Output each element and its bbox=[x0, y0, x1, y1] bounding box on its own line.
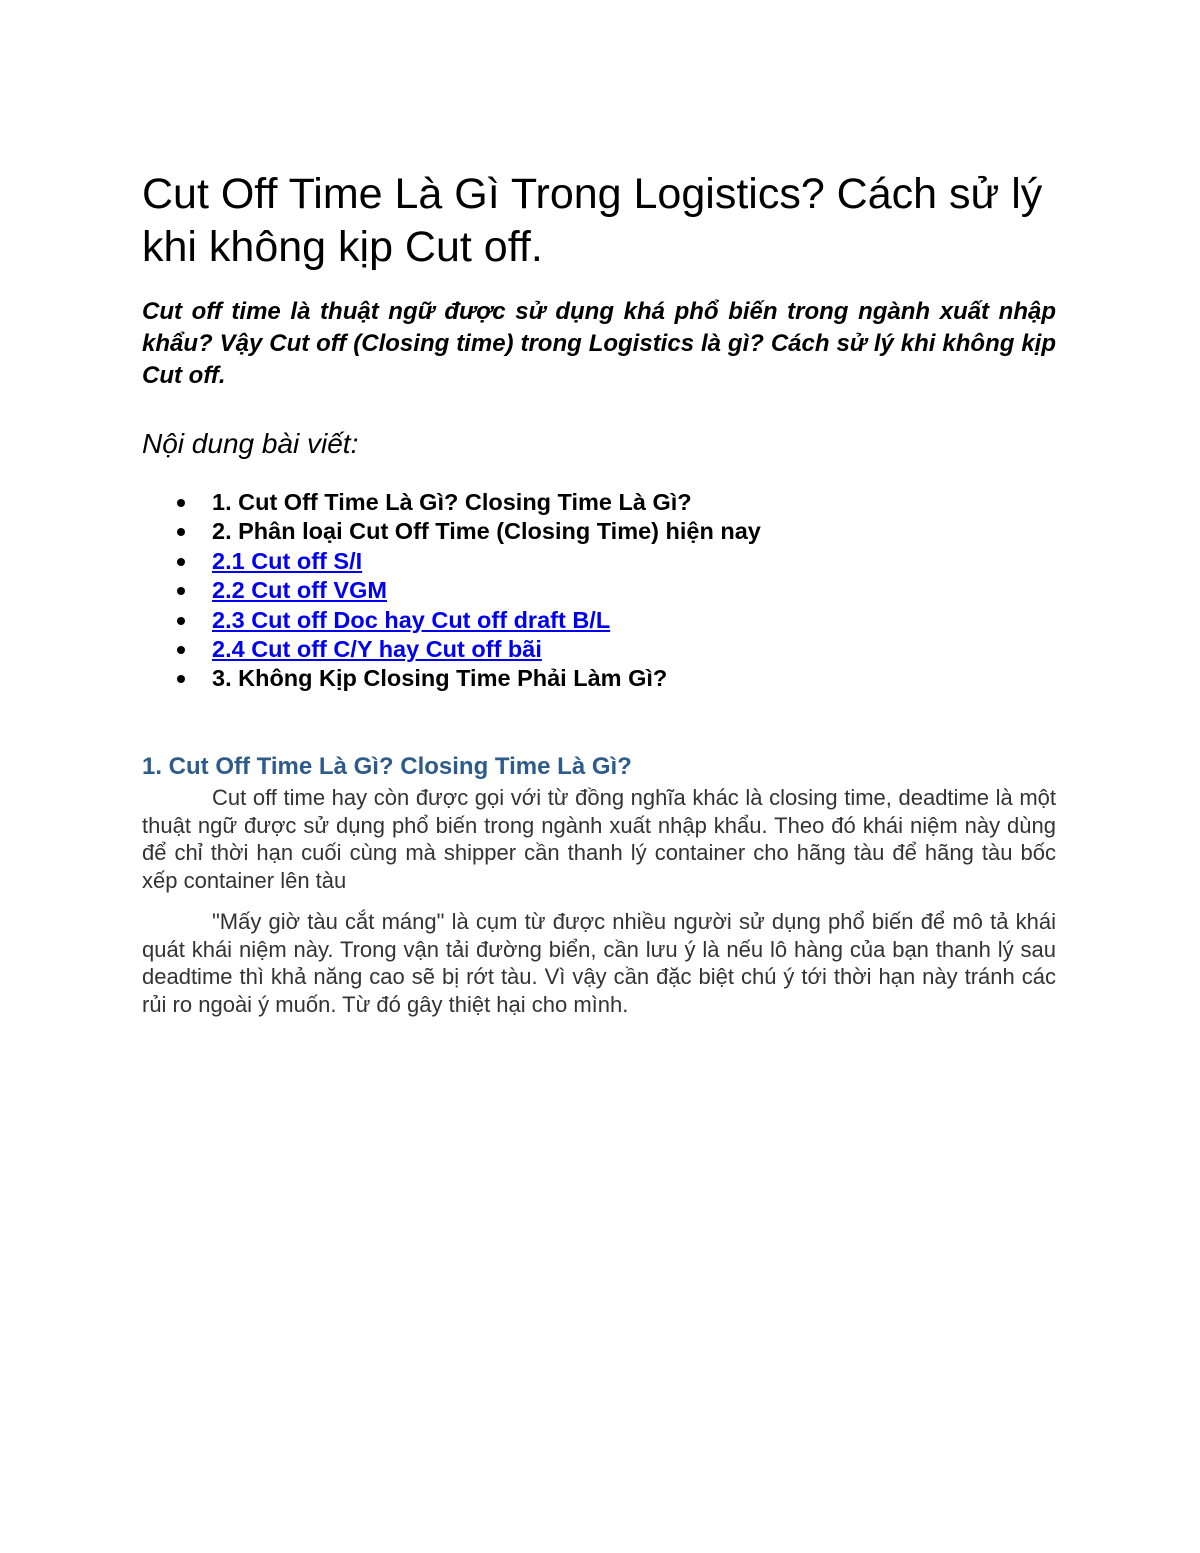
toc-item-2-2 bbox=[142, 576, 1056, 605]
bullet-icon bbox=[177, 587, 185, 595]
bullet-icon bbox=[177, 646, 185, 654]
bullet-icon bbox=[177, 675, 185, 683]
toc-item-label: 1. Cut Off Time Là Gì? Closing Time Là Gì? bbox=[212, 489, 692, 515]
intro-paragraph: Cut off time là thuật ngữ được sử dụng khá phổ biến trong ngành xuất nhập khẩu? Vậy Cut off (Closing time) trong Logistics là gì? Cách sử lý khi không kịp Cut off. bbox=[142, 298, 1056, 389]
toc-item-2 bbox=[142, 517, 1056, 546]
toc-link-cut-off-si[interactable]: 2.1 Cut off S/I bbox=[212, 547, 363, 574]
table-of-contents bbox=[142, 488, 1056, 694]
toc-item-3 bbox=[142, 664, 1056, 693]
bullet-icon bbox=[177, 558, 185, 566]
toc-link-cut-off-doc[interactable]: 2.3 Cut off Doc hay Cut off draft B/L bbox=[212, 606, 611, 633]
toc-item-2-3 bbox=[142, 606, 1056, 635]
section-1-paragraph-2: "Mấy giờ tàu cắt máng" là cụm từ được nhiều người sử dụng phổ biến để mô tả khái quát khái niệm này. Trong vận tải đường biển, cần lưu ý là nếu lô hàng của bạn thanh lý sau deadtime thì khả năng cao sẽ bị rớt tàu. Vì vậy cần đặc biệt chú ý tới thời hạn này tránh các rủi ro ngoài ý muốn. Từ đó gây thiệt hại cho mình. bbox=[142, 909, 1056, 1017]
toc-item-label: 2. Phân loại Cut Off Time (Closing Time) hiện nay bbox=[212, 518, 761, 545]
bullet-icon bbox=[177, 499, 185, 507]
toc-heading: Nội dung bài viết: bbox=[142, 428, 359, 459]
toc-link-cut-off-cy[interactable]: 2.4 Cut off C/Y hay Cut off bãi bbox=[212, 635, 542, 662]
toc-link-cut-off-vgm[interactable]: 2.2 Cut off VGM bbox=[212, 577, 387, 604]
toc-item-1 bbox=[142, 488, 1056, 517]
section-1-heading: 1. Cut Off Time Là Gì? Closing Time Là Gì? bbox=[142, 753, 632, 780]
section-1-paragraph-1: Cut off time hay còn được gọi với từ đồng nghĩa khác là closing time, deadtime là một thuật ngữ được sử dụng phổ biến trong ngành xuất nhập khẩu. Theo đó khái niệm này dùng để chỉ thời hạn cuối cùng mà shipper cần thanh lý container cho hãng tàu để hãng tàu bốc xếp container lên tàu bbox=[142, 785, 1056, 893]
toc-item-2-4 bbox=[142, 635, 1056, 664]
document-title: Cut Off Time Là Gì Trong Logistics? Cách sử lý khi không kịp Cut off. bbox=[142, 170, 1043, 271]
toc-item-2-1 bbox=[142, 547, 1056, 576]
bullet-icon bbox=[177, 617, 185, 625]
toc-item-label: 3. Không Kịp Closing Time Phải Làm Gì? bbox=[212, 665, 668, 692]
bullet-icon bbox=[177, 528, 185, 536]
